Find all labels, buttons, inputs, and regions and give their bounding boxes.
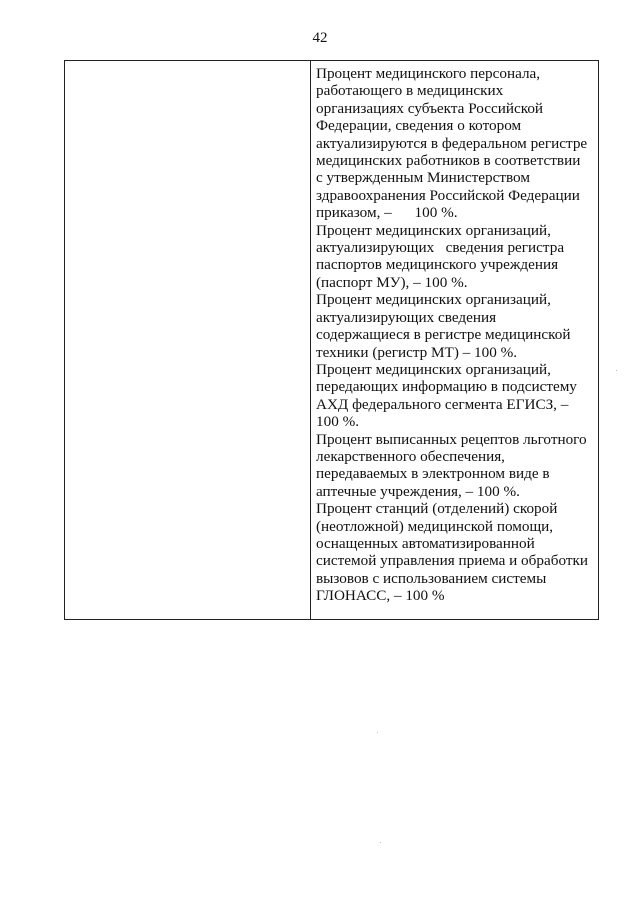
text-line: работающего в медицинских [316, 82, 504, 100]
text-line: вызовов с использованием системы [316, 569, 547, 587]
text-line: аптечные учреждения, – 100 %. [316, 482, 520, 500]
text-line: (неотложной) медицинской помощи, [316, 517, 554, 535]
text-line: АХД федерального сегмента ЕГИСЗ, – [316, 395, 569, 413]
table-right-cell [311, 61, 598, 619]
text-line: здравоохранения Российской Федерации [316, 186, 580, 204]
text-line: с утвержденным Министерством [316, 169, 530, 187]
text-line: содержащиеся в регистре медицинской [316, 326, 571, 344]
scan-speck [616, 370, 617, 371]
text-line: техники (регистр МТ) – 100 %. [316, 343, 518, 361]
text-line: Процент медицинских организаций, [316, 360, 551, 378]
text-line: 100 %. [316, 413, 360, 431]
text-line: организациях субъекта Российской [316, 99, 544, 117]
text-line: актуализируются в федеральном регистре [316, 134, 588, 152]
text-line: Процент выписанных рецептов льготного [316, 430, 587, 448]
text-line: Процент медицинских организаций, [316, 291, 551, 309]
text-line: приказом, – 100 %. [316, 204, 458, 222]
text-line: паспортов медицинского учреждения [316, 256, 559, 274]
scan-speck [377, 732, 378, 733]
text-line: передающих информацию в подсистему [316, 378, 577, 396]
text-line: лекарственного обеспечения, [316, 447, 505, 465]
table-left-cell [65, 61, 311, 619]
text-line: системой управления приема и обработки [316, 552, 588, 570]
text-line: (паспорт МУ), – 100 %. [316, 273, 468, 291]
text-line: Процент станций (отделений) скорой [316, 500, 558, 518]
page-number: 42 [312, 30, 328, 46]
text-line: ГЛОНАСС, – 100 % [316, 587, 445, 605]
text-line: Процент медицинских организаций, [316, 221, 551, 239]
text-line: оснащенных автоматизированной [316, 534, 535, 552]
text-line: Федерации, сведения о котором [316, 117, 522, 135]
text-line: актуализирующих сведения [316, 308, 497, 326]
text-line: медицинских работников в соответствии [316, 152, 581, 170]
text-line: актуализирующих сведения регистра [316, 239, 565, 257]
document-table [64, 60, 599, 620]
text-line: Процент медицинского персонала, [316, 65, 541, 82]
scan-speck [380, 842, 381, 843]
text-line: передаваемых в электронном виде в [316, 465, 550, 483]
